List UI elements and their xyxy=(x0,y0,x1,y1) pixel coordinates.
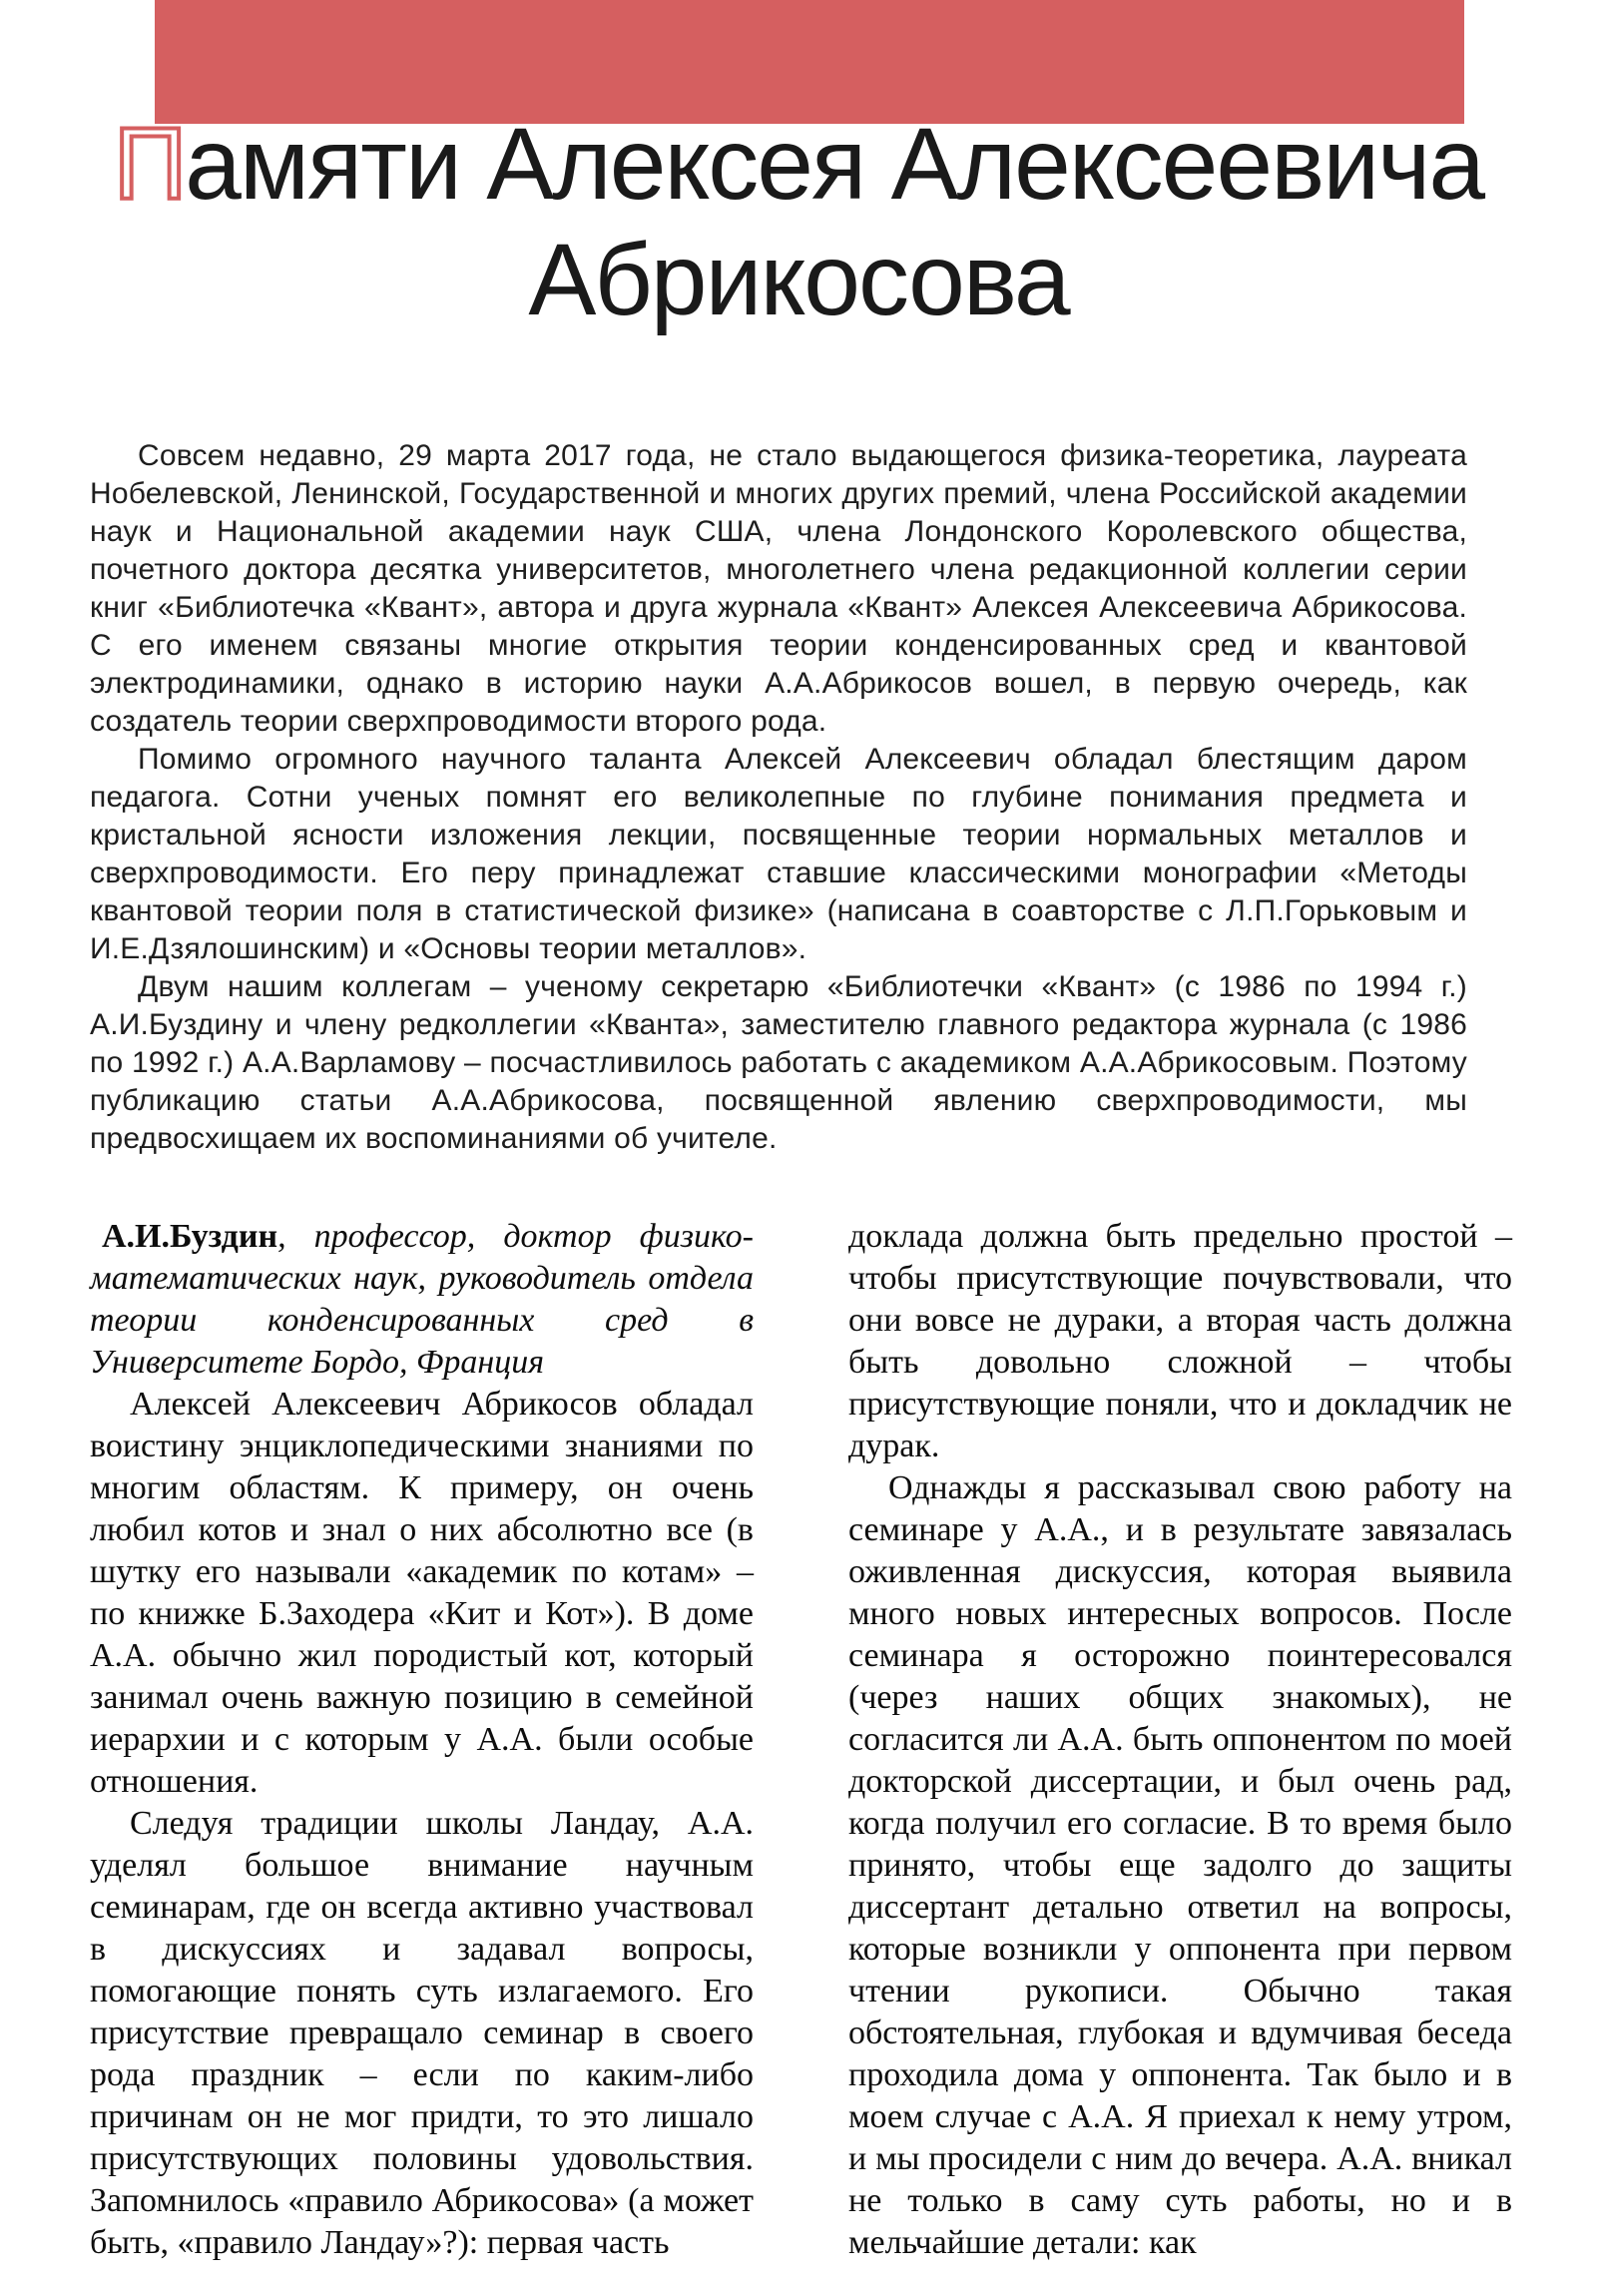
title-line1 xyxy=(114,107,1483,221)
right-column-paragraph-2: Однажды я рассказывал свою работу на семинаре у А.А., и в результате завязалась оживленная дискуссия, которая выявила много новых интересных вопросов. После семинара я осторожно поинтересовался (через наших общих знакомых), не согласится ли А.А. быть оппонентом по моей докторской диссертации, и был очень рад, когда получил его согласие. В то время было принято, чтобы еще задолго до защиты диссертант детально ответил на вопросы, которые возникли у оппонента при первом чтении рукописи. Обычно такая обстоятельная, глубокая и вдумчивая беседа проходила дома у оппонента. Так было и в моем случае с А.А. Я приехал к нему утром, и мы просидели с ним до вечера. А.А. вникал не только в саму суть работы, но и в мельчайшие детали: как xyxy=(848,1469,1512,2261)
intro-paragraph-3: Двум нашим коллегам – ученому секретарю «Библиотечки «Квант» (с 1986 по 1994 г.) А.И.Буздину и члену редколлегии «Кванта», заместителю главного редактора журнала (с 1986 по 1992 г.) А.А.Варламову – посчастливилось работать с академиком А.А.Абрикосовым. Поэтому публикацию статьи А.А.Абрикосова, посвященной явлению сверхпроводимости, мы предвосхищаем их воспоминаниями об учителе. xyxy=(90,970,1467,1155)
left-column-paragraph-1: Алексей Алексеевич Абрикосов обладал воистину энциклопедическими знаниями по многим областям. К примеру, он очень любил котов и знал о них абсолютно все (в шутку его называли «академик по котам» – по книжке Б.Заходера «Кит и Кот»). В доме А.А. обычно жил породистый кот, который занимал очень важную позицию в семейной иерархии и с которым у А.А. были особые отношения. xyxy=(90,1386,754,1800)
right-column-paragraph-1: доклада должна быть предельно простой – чтобы присутствующие почувствовали, что они вовсе не дураки, а вторая часть должна быть довольно сложной – чтобы присутствующие поняли, что и докладчик не дурак. xyxy=(848,1218,1512,1464)
author-title: , профессор, доктор физико-математических наук, руководитель отдела теории конденсированных сред в Университете Бордо, Франция xyxy=(90,1218,754,1381)
article-title xyxy=(0,106,1597,337)
author-byline xyxy=(90,1216,754,1384)
intro-section xyxy=(90,437,1467,1158)
right-column xyxy=(848,1216,1512,2264)
title-line1-text: амяти Алексея Алексеевича xyxy=(185,107,1484,221)
intro-paragraph-1: Совсем недавно, 29 марта 2017 года, не стало выдающегося физика-теоретика, лауреата Нобелевской, Ленинской, Государственной и многих других премий, члена Российской академии наук и Национальной академии наук США, члена Лондонского Королевского общества, почетного доктора десятка университетов, многолетнего члена редакционной коллегии серии книг «Библиотечка «Квант», автора и друга журнала «Квант» Алексея Алексеевича Абрикосова. С его именем связаны многие открытия теории конденсированных сред и квантовой электродинамики, однако в историю науки А.А.Абрикосов вошел, в первую очередь, как создатель теории сверхпроводимости второго рода. xyxy=(90,439,1467,738)
two-column-body xyxy=(90,1216,1512,2264)
author-name: А.И.Буздин xyxy=(102,1218,278,1255)
intro-paragraph-2: Помимо огромного научного таланта Алексей Алексеевич обладал блестящим даром педагога. Сотни ученых помнят его великолепные по глубине понимания предмета и кристальной ясности изложения лекции, посвященные теории нормальных металлов и сверхпроводимости. Его перу принадлежат ставшие классическими монографии «Методы квантовой теории поля в статистической физике» (написана в соавторстве с Л.П.Горьковым и И.Е.Дзялошинским) и «Основы теории металлов». xyxy=(90,743,1467,965)
title-drop-initial: П xyxy=(113,107,186,221)
left-column xyxy=(90,1216,754,2264)
title-line2: Абрикосова xyxy=(528,223,1069,336)
left-column-paragraph-2: Следуя традиции школы Ландау, А.А. уделял большое внимание научным семинарам, где он всегда активно участвовал в дискуссиях и задавал вопросы, помогающие понять суть излагаемого. Его присутствие превращало семинар в своего рода праздник – если по каким-либо причинам он не мог придти, то это лишало присутствующих половины удовольствия. Запомнилось «правило Абрикосова» (а может быть, «правило Ландау»?): первая часть xyxy=(90,1805,754,2261)
